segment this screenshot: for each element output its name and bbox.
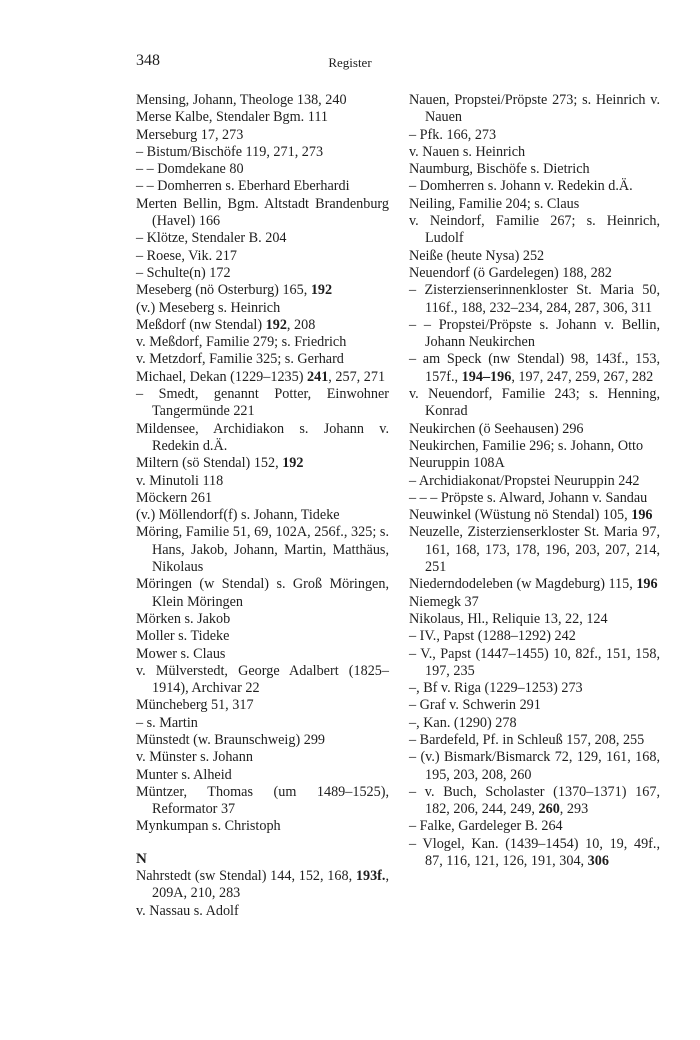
index-entry <box>136 109 389 126</box>
entry-text: Mower s. Claus <box>136 645 226 662</box>
entry-text-after: , 209A, 210, 283 <box>152 868 389 902</box>
entry-text: Merse Kalbe, Stendaler Bgm. 111 <box>136 109 329 126</box>
index-entry <box>136 334 389 351</box>
index-entry <box>409 351 660 386</box>
entry-text: Müncheberg 51, 317 <box>136 697 254 714</box>
index-entry <box>409 715 660 732</box>
index-entry <box>409 282 660 317</box>
entry-text-after: , 208 <box>286 316 316 333</box>
index-entry <box>409 265 660 282</box>
entry-text: – Graf v. Schwerin 291 <box>409 697 541 714</box>
index-entry <box>136 490 389 507</box>
index-entry <box>136 265 389 282</box>
index-entry <box>409 784 660 819</box>
entry-text: Möckern 261 <box>136 489 213 506</box>
index-entry <box>409 576 660 593</box>
entry-text-after: , 197, 247, 259, 267, 282 <box>511 368 654 385</box>
entry-text: Miltern (sö Stendal) 152, <box>136 455 283 472</box>
entry-text: Mildensee, Archidiakon s. Johann v. Redekin d.Ä. <box>136 420 389 454</box>
index-entry <box>136 663 389 698</box>
entry-text: – Domherren s. Johann v. Redekin d.Ä. <box>409 178 633 195</box>
index-entry <box>136 818 389 835</box>
index-entry <box>409 127 660 144</box>
index-entry <box>136 317 389 334</box>
index-entry <box>409 836 660 871</box>
entry-text: – V., Papst (1447–1455) 10, 82f., 151, 158, 197, 235 <box>409 645 660 679</box>
index-entry <box>409 818 660 835</box>
index-entry <box>136 473 389 490</box>
index-entry <box>136 161 389 178</box>
entry-text: Neukirchen, Familie 296; s. Johann, Otto <box>409 437 644 454</box>
index-entry <box>409 594 660 611</box>
index-entry <box>409 749 660 784</box>
index-entry <box>136 507 389 524</box>
entry-text: – Zisterzienserinnenkloster St. Maria 50, 116f., 188, 232–234, 284, 287, 306, 311 <box>409 282 660 316</box>
index-entry <box>409 421 660 438</box>
entry-text: Michael, Dekan (1229–1235) <box>136 368 307 385</box>
entry-main-page: 194–196 <box>461 368 512 385</box>
entry-text: Merten Bellin, Bgm. Altstadt Brandenburg (Havel) 166 <box>136 195 389 230</box>
entry-text-after: , 293 <box>559 801 589 818</box>
index-entry <box>136 92 389 109</box>
entry-main-page: 192 <box>282 455 304 472</box>
index-entry <box>136 697 389 714</box>
index-entry <box>409 438 660 455</box>
entry-text: – Roese, Vik. 217 <box>136 247 237 264</box>
index-entry <box>136 421 389 456</box>
entry-text: Möringen (w Stendal) s. Groß Möringen, Klein Möringen <box>136 576 389 610</box>
index-entry <box>136 230 389 247</box>
index-entry <box>136 784 389 819</box>
entry-text: Merseburg 17, 273 <box>136 126 244 143</box>
entry-text: Müntzer, Thomas (um 1489–1525), Reformator 37 <box>136 783 389 818</box>
entry-text: – – Domherren s. Eberhard Eberhardi <box>136 178 350 195</box>
entry-text: Neuruppin 108A <box>409 455 505 472</box>
index-entry <box>136 196 389 231</box>
entry-text: v. Neindorf, Familie 267; s. Heinrich, Ludolf <box>409 213 660 247</box>
index-entry <box>409 611 660 628</box>
index-entry <box>409 524 660 576</box>
entry-main-page: 260 <box>538 801 560 818</box>
entry-text: Niemegk 37 <box>409 593 479 610</box>
entry-text: – Bardefeld, Pf. in Schleuß 157, 208, 255 <box>409 731 645 748</box>
entry-main-page: 193f. <box>355 868 386 885</box>
index-entry <box>136 127 389 144</box>
entry-main-page: 192 <box>310 282 333 299</box>
index-entry <box>136 300 389 317</box>
index-entry <box>409 161 660 178</box>
entry-text-after: , 257, 271 <box>328 368 386 385</box>
entry-text: v. Minutoli 118 <box>136 472 224 489</box>
entry-text: – IV., Papst (1288–1292) 242 <box>409 628 576 645</box>
entry-text: – am Speck (nw Stendal) 98, 143f., 153, 157f., <box>409 351 660 385</box>
entry-text: v. Neuendorf, Familie 243; s. Henning, Konrad <box>409 386 660 420</box>
entry-main-page: 241 <box>307 368 329 385</box>
index-entry <box>409 196 660 213</box>
page-number: 348 <box>136 52 160 69</box>
index-entry <box>136 749 389 766</box>
index-entry <box>136 715 389 732</box>
entry-text: Naumburg, Bischöfe s. Dietrich <box>409 161 590 178</box>
index-entry <box>136 767 389 784</box>
index-column-left <box>136 92 389 920</box>
index-entry <box>136 732 389 749</box>
index-entry <box>409 178 660 195</box>
entry-text: – Vlogel, Kan. (1439–1454) 10, 19, 49f., 87, 116, 121, 126, 191, 304, <box>409 835 660 870</box>
index-entry <box>409 680 660 697</box>
entry-text: Neiling, Familie 204; s. Claus <box>409 195 580 212</box>
entry-text: – Schulte(n) 172 <box>136 264 231 281</box>
index-entry <box>409 732 660 749</box>
entry-text: – Falke, Gardeleger B. 264 <box>409 818 563 835</box>
entry-text: Mörken s. Jakob <box>136 610 231 627</box>
running-head: Register <box>328 55 372 70</box>
entry-text: Nahrstedt (sw Stendal) 144, 152, 168, <box>136 868 356 885</box>
index-entry <box>409 473 660 490</box>
entry-text: v. Mülverstedt, George Adalbert (1825–1914), Archivar 22 <box>136 662 389 697</box>
entry-text: – Klötze, Stendaler B. 204 <box>136 230 287 247</box>
index-entry <box>409 455 660 472</box>
entry-main-page: 196 <box>631 507 653 524</box>
entry-text: Neuzelle, Zisterzienserkloster St. Maria 97, 161, 168, 173, 178, 196, 203, 207, 214, 251 <box>409 524 660 576</box>
index-entry <box>136 248 389 265</box>
entry-text: Niederndodeleben (w Magdeburg) 115, <box>409 576 637 593</box>
index-entry <box>409 646 660 681</box>
section-letter-heading: N <box>136 850 147 867</box>
index-entry <box>136 868 389 903</box>
entry-text: – Pfk. 166, 273 <box>409 126 497 143</box>
entry-main-page: 192 <box>265 316 287 333</box>
index-entry <box>136 611 389 628</box>
entry-text: – Archidiakonat/Propstei Neuruppin 242 <box>409 472 640 489</box>
entry-text: Moller s. Tideke <box>136 628 230 645</box>
index-entry <box>136 455 389 472</box>
entry-text: v. Metzdorf, Familie 325; s. Gerhard <box>136 351 344 368</box>
index-entry <box>136 351 389 368</box>
entry-text: – – – Pröpste s. Alward, Johann v. Sandau <box>409 489 648 506</box>
entry-text: – Smedt, genannt Potter, Einwohner Tangermünde 221 <box>136 386 389 420</box>
entry-text: Möring, Familie 51, 69, 102A, 256f., 325; s. Hans, Jakob, Johann, Martin, Matthäus, Nikolaus <box>136 524 389 576</box>
index-entry <box>409 697 660 714</box>
entry-text: – – Propstei/Pröpste s. Johann v. Bellin, Johann Neukirchen <box>409 316 660 351</box>
index-entry <box>409 628 660 645</box>
index-entry <box>409 490 660 507</box>
index-entry <box>136 903 389 920</box>
entry-text: Neukirchen (ö Seehausen) 296 <box>409 420 584 437</box>
entry-text: Neiße (heute Nysa) 252 <box>409 247 545 264</box>
entry-text: Neuwinkel (Wüstung nö Stendal) 105, <box>409 507 632 524</box>
index-entry <box>136 524 389 576</box>
entry-text: Meßdorf (nw Stendal) <box>136 316 266 333</box>
entry-text: Neuendorf (ö Gardelegen) 188, 282 <box>409 264 612 281</box>
entry-text: Mensing, Johann, Theologe 138, 240 <box>136 92 347 108</box>
entry-main-page: 196 <box>636 576 658 593</box>
index-entry <box>136 282 389 299</box>
entry-text: v. Nassau s. Adolf <box>136 902 239 919</box>
index-entry <box>136 646 389 663</box>
index-entry <box>136 386 389 421</box>
entry-text: Meseberg (nö Osterburg) 165, <box>136 282 311 299</box>
index-entry <box>409 248 660 265</box>
entry-text: –, Bf v. Riga (1229–1253) 273 <box>409 680 583 697</box>
index-entry <box>136 144 389 161</box>
entry-text: Nikolaus, Hl., Reliquie 13, 22, 124 <box>409 610 608 627</box>
index-entry <box>409 507 660 524</box>
entry-text: (v.) Möllendorf(f) s. Johann, Tideke <box>136 507 340 524</box>
index-entry <box>409 144 660 161</box>
entry-text: v. Nauen s. Heinrich <box>409 143 526 160</box>
entry-text: Munter s. Alheid <box>136 766 232 783</box>
entry-text: v. Meßdorf, Familie 279; s. Friedrich <box>136 334 347 351</box>
entry-text: –, Kan. (1290) 278 <box>409 714 517 731</box>
index-entry <box>409 92 660 127</box>
entry-text: Nauen, Propstei/Pröpste 273; s. Heinrich v. Nauen <box>409 92 660 126</box>
entry-text: – v. Buch, Scholaster (1370–1371) 167, 182, 206, 244, 249, <box>409 783 660 818</box>
entry-text: – (v.) Bismark/Bismarck 72, 129, 161, 168, 195, 203, 208, 260 <box>409 749 660 783</box>
entry-text: Münstedt (w. Braunschweig) 299 <box>136 731 326 748</box>
index-entry <box>136 576 389 611</box>
index-entry <box>409 317 660 352</box>
entry-text: – – Domdekane 80 <box>136 161 244 178</box>
index-column-right <box>409 92 660 870</box>
index-entry <box>136 369 389 386</box>
index-entry <box>136 178 389 195</box>
entry-text: Mynkumpan s. Christoph <box>136 818 281 835</box>
entry-main-page: 306 <box>587 853 609 870</box>
entry-text: – Bistum/Bischöfe 119, 271, 273 <box>136 143 324 160</box>
entry-text: (v.) Meseberg s. Heinrich <box>136 299 281 316</box>
entry-text: – s. Martin <box>136 714 198 731</box>
index-entry <box>136 628 389 645</box>
index-entry <box>409 386 660 421</box>
entry-text: v. Münster s. Johann <box>136 749 253 766</box>
index-entry <box>409 213 660 248</box>
